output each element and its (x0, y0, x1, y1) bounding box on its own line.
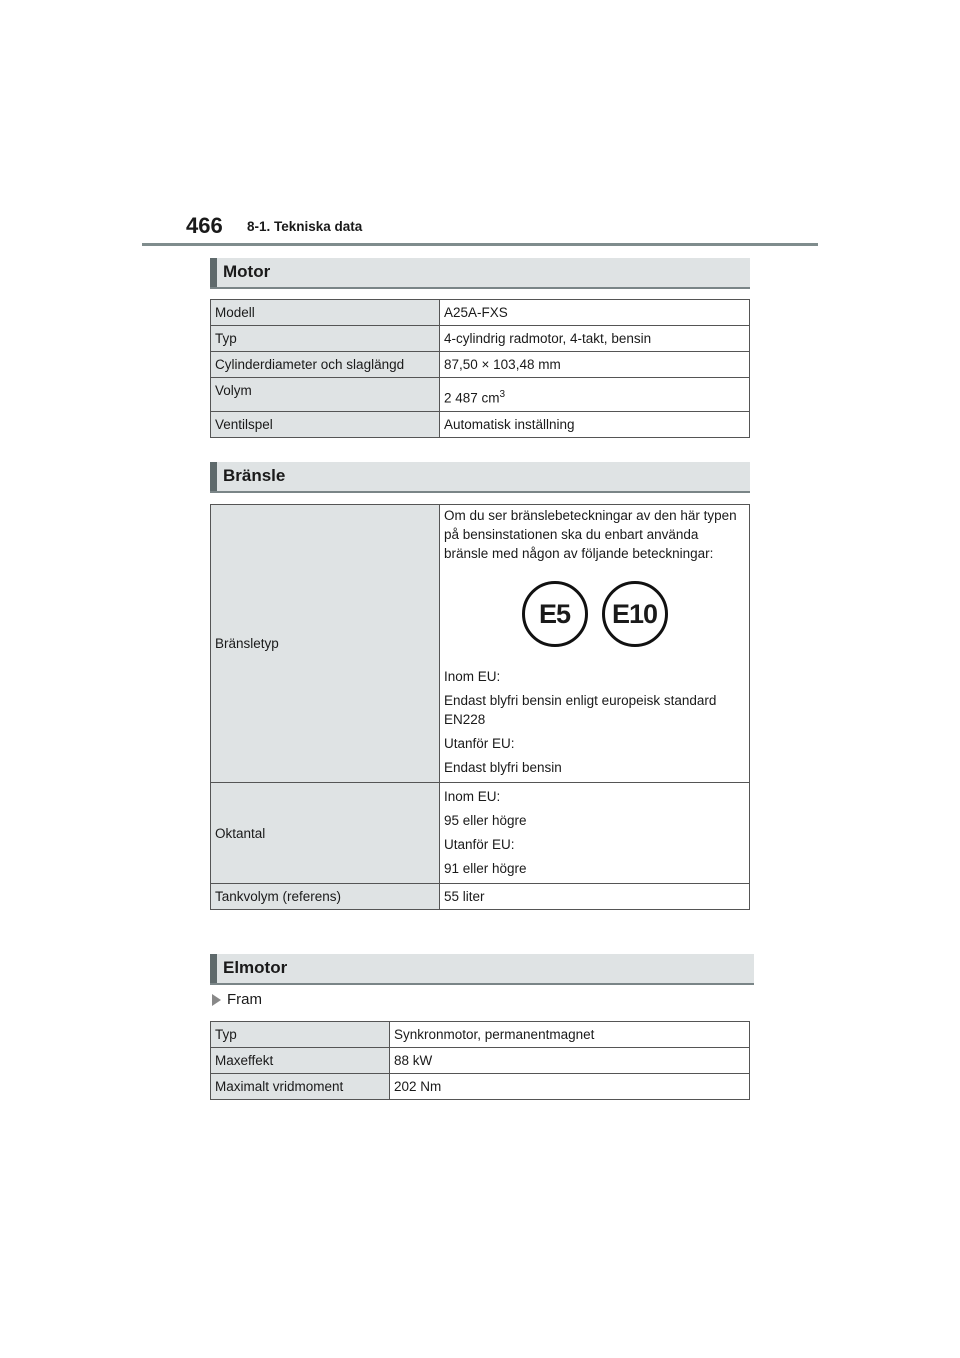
triangle-bullet-icon (212, 994, 221, 1006)
fuel-text-line: Utanför EU: (444, 736, 515, 751)
fuel-heading-title: Bränsle (223, 466, 286, 485)
elmotor-table (210, 1021, 750, 1100)
fuel-text-line: Inom EU: (444, 669, 501, 684)
section-title: 8-1. Tekniska data (247, 219, 363, 234)
heading-accent-bar (210, 462, 217, 491)
table-row (211, 300, 750, 326)
motor-heading-title: Motor (223, 262, 271, 281)
row-key: Tankvolym (referens) (211, 884, 440, 910)
table-row (211, 1048, 750, 1074)
fuel-type-value (440, 505, 750, 783)
front-subheading (212, 991, 262, 1008)
table-row (211, 326, 750, 352)
heading-accent-bar (210, 258, 217, 287)
octane-line: Inom EU: (444, 789, 501, 804)
row-value: Synkronmotor, permanentmagnet (390, 1022, 750, 1048)
front-subheading-label: Fram (227, 991, 262, 1008)
fuel-table (210, 504, 750, 910)
volume-superscript: 3 (499, 389, 506, 400)
octane-value (440, 783, 750, 884)
table-row (211, 505, 750, 783)
row-value: A25A-FXS (440, 300, 750, 326)
row-key: Bränsletyp (211, 505, 440, 783)
row-value: 202 Nm (390, 1074, 750, 1100)
header-divider (142, 243, 818, 246)
heading-accent-bar (210, 954, 217, 983)
fuel-text-line: Endast blyfri bensin enligt europeisk standard EN228 (444, 693, 717, 727)
table-row (211, 1074, 750, 1100)
row-value (440, 378, 750, 412)
elmotor-heading (210, 954, 754, 985)
table-row (211, 884, 750, 910)
row-key: Maximalt vridmoment (211, 1074, 390, 1100)
table-row (211, 783, 750, 884)
e5-fuel-label-icon: E5 (522, 581, 588, 647)
e10-fuel-label-icon: E10 (602, 581, 668, 647)
row-value: 88 kW (390, 1048, 750, 1074)
table-row (211, 411, 750, 437)
fuel-logos (444, 581, 745, 647)
motor-heading (210, 258, 750, 289)
octane-line: 91 eller högre (444, 861, 527, 876)
table-row (211, 1022, 750, 1048)
row-key: Typ (211, 1022, 390, 1048)
fuel-intro-text: Om du ser bränslebeteckningar av den här typen på bensinstationen ska du enbart använda bränsle med någon av följande beteckningar: (444, 508, 737, 561)
row-value: 4-cylindrig radmotor, 4-takt, bensin (440, 326, 750, 352)
octane-line: Utanför EU: (444, 837, 515, 852)
row-key: Oktantal (211, 783, 440, 884)
volume-value: 2 487 cm (444, 390, 500, 406)
row-key: Modell (211, 300, 440, 326)
table-row (211, 352, 750, 378)
row-value: 87,50 × 103,48 mm (440, 352, 750, 378)
row-key: Cylinderdiameter och slaglängd (211, 352, 440, 378)
row-key: Typ (211, 326, 440, 352)
page-number: 466 (186, 213, 223, 238)
row-key: Ventilspel (211, 411, 440, 437)
row-value: Automatisk inställning (440, 411, 750, 437)
table-row (211, 378, 750, 412)
fuel-heading (210, 462, 750, 493)
motor-table (210, 299, 750, 438)
row-key: Maxeffekt (211, 1048, 390, 1074)
octane-line: 95 eller högre (444, 813, 527, 828)
fuel-text-line: Endast blyfri bensin (444, 760, 562, 775)
row-value: 55 liter (440, 884, 750, 910)
elmotor-heading-title: Elmotor (223, 958, 288, 977)
row-key: Volym (211, 378, 440, 412)
